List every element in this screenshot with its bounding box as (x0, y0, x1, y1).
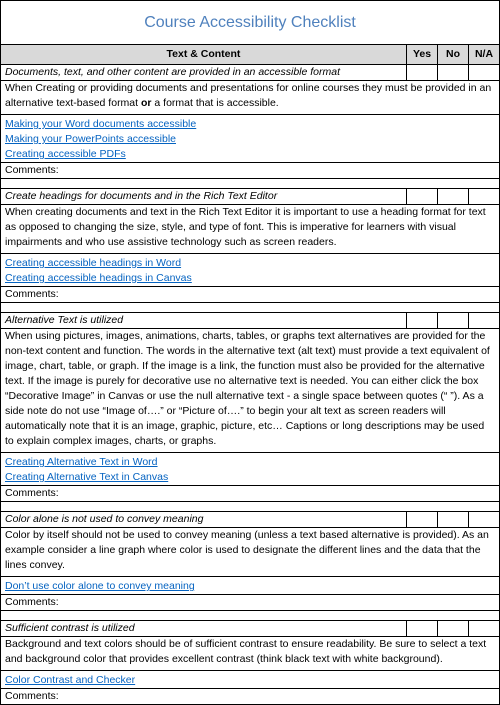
link-headings-word[interactable]: Creating accessible headings in Word (5, 257, 182, 269)
na-checkbox-cell[interactable] (469, 313, 500, 329)
description-text: When creating documents and text in the Rich Text Editor it is important to use a heading format for text as opposed to changing the size, style, and type of font. This is imperative for learners with visual impairments and who use assistive technology such as screen readers. (1, 205, 500, 254)
comments-row (1, 595, 500, 611)
link-alt-text-word[interactable]: Creating Alternative Text in Word (5, 456, 158, 468)
yes-checkbox-cell[interactable] (407, 621, 438, 637)
yes-checkbox-cell[interactable] (407, 313, 438, 329)
comments-field[interactable]: Comments: (1, 163, 500, 179)
na-checkbox-cell[interactable] (469, 65, 500, 81)
criterion-row (1, 621, 500, 637)
criterion-text: Create headings for documents and in the Rich Text Editor (1, 189, 407, 205)
section-spacer (1, 303, 500, 313)
description-row (1, 81, 500, 115)
link-color-alone[interactable]: Don’t use color alone to convey meaning (5, 580, 195, 592)
link-accessible-pdfs[interactable]: Creating accessible PDFs (5, 148, 126, 160)
na-checkbox-cell[interactable] (469, 189, 500, 205)
no-checkbox-cell[interactable] (438, 65, 469, 81)
table-header-row (1, 45, 500, 65)
header-text-content: Text & Content (1, 45, 407, 65)
description-row (1, 329, 500, 453)
yes-checkbox-cell[interactable] (407, 65, 438, 81)
header-yes: Yes (407, 45, 438, 65)
criterion-row (1, 189, 500, 205)
no-checkbox-cell[interactable] (438, 189, 469, 205)
na-checkbox-cell[interactable] (469, 621, 500, 637)
link-word-accessible[interactable]: Making your Word documents accessible (5, 118, 197, 130)
description-text (1, 81, 500, 115)
comments-field[interactable]: Comments: (1, 689, 500, 705)
description-part: a format that is accessible. (151, 97, 279, 109)
link-color-contrast[interactable]: Color Contrast and Checker (5, 674, 136, 686)
links-row (1, 577, 500, 595)
header-no: No (438, 45, 469, 65)
link-headings-canvas[interactable]: Creating accessible headings in Canvas (5, 272, 192, 284)
links-row (1, 254, 500, 287)
comments-field[interactable]: Comments: (1, 486, 500, 502)
criterion-text: Color alone is not used to convey meaning (1, 512, 407, 528)
comments-field[interactable]: Comments: (1, 595, 500, 611)
resource-links (1, 254, 500, 287)
comments-row (1, 163, 500, 179)
section-spacer (1, 179, 500, 189)
description-part: When Creating or providing documents and presentations for online courses they must be provided in an alternative text-based format (5, 82, 492, 109)
criterion-text: Documents, text, and other content are provided in an accessible format (1, 65, 407, 81)
resource-links (1, 671, 500, 689)
no-checkbox-cell[interactable] (438, 512, 469, 528)
description-row (1, 205, 500, 254)
no-checkbox-cell[interactable] (438, 621, 469, 637)
na-checkbox-cell[interactable] (469, 512, 500, 528)
page-title: Course Accessibility Checklist (0, 0, 500, 44)
links-row (1, 671, 500, 689)
description-text: Background and text colors should be of sufficient contrast to ensure readability. Be sure to select a text and background color that provides excellent contrast (think black text with white background). (1, 637, 500, 671)
link-powerpoint-accessible[interactable]: Making your PowerPoints accessible (5, 133, 176, 145)
description-row (1, 637, 500, 671)
description-bold: or (140, 97, 152, 109)
comments-row (1, 287, 500, 303)
criterion-row (1, 512, 500, 528)
link-alt-text-canvas[interactable]: Creating Alternative Text in Canvas (5, 471, 169, 483)
description-row (1, 528, 500, 577)
resource-links (1, 453, 500, 486)
no-checkbox-cell[interactable] (438, 313, 469, 329)
checklist-table (0, 44, 500, 705)
comments-row (1, 689, 500, 705)
comments-field[interactable]: Comments: (1, 287, 500, 303)
header-na: N/A (469, 45, 500, 65)
criterion-row (1, 313, 500, 329)
description-text: When using pictures, images, animations, charts, tables, or graphs text alternatives are provided for the non-text content and function. The words in the alternative text (alt text) must provide a text equivalent of image, chart, table, or graph. If the image is a link, the function must also be provided for the alternative text. If the image is purely for decorative use no alternative text is needed. You can either click the box “Decorative Image” in Canvas or use the null alternative text - a single space between quotes (“ ”). As a side note do not use “Image of….” or “Picture of….” to begin your alt text as screen readers will automatically note that it is an image, graphic, picture, etc… Captions or long descriptions may be used to explain complex images, charts, or graphs. (1, 329, 500, 453)
resource-links (1, 115, 500, 163)
section-spacer (1, 502, 500, 512)
criterion-text: Sufficient contrast is utilized (1, 621, 407, 637)
resource-links (1, 577, 500, 595)
criterion-text: Alternative Text is utilized (1, 313, 407, 329)
section-spacer (1, 611, 500, 621)
criterion-row (1, 65, 500, 81)
yes-checkbox-cell[interactable] (407, 189, 438, 205)
links-row (1, 115, 500, 163)
links-row (1, 453, 500, 486)
yes-checkbox-cell[interactable] (407, 512, 438, 528)
description-text: Color by itself should not be used to convey meaning (unless a text based alternative is provided). As an example consider a line graph where color is used to designate the different lines and the data that the lines convey. (1, 528, 500, 577)
comments-row (1, 486, 500, 502)
